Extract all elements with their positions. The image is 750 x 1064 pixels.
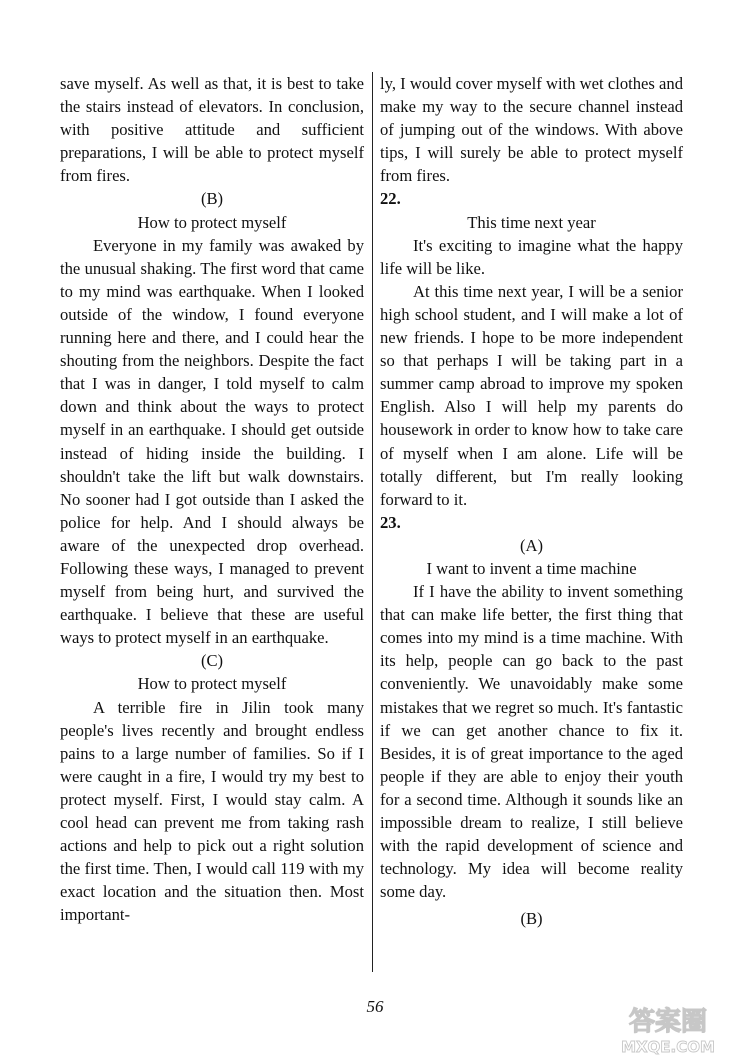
essay-title: How to protect myself bbox=[137, 212, 287, 232]
paragraph: Everyone in my family was awaked by the unusual shaking. The first word that came to my mind was earthquake. When I looked outside of the window, I found everyone running here and there, and I could hear the shouting from the neighbors. Despite the fact that I was in danger, I told myself to calm down and think about the ways to protect myself in an earthquake. I should get outside instead of hiding inside the building. I shouldn't take the lift but walk downstairs. No sooner had I got outside than I asked the police for help. And I should always be aware of the unexpected drop overhead. Following these ways, I managed to prevent myself from being hurt, and survived the earthquake. I believe that these are useful ways to protect myself in an earthquake. bbox=[60, 235, 364, 648]
question-number: 23. bbox=[380, 512, 401, 532]
paragraph: At this time next year, I will be a senior high school student, and I will make a lot of new friends. I hope to be more independent so that perhaps I will be taking part in a summer camp abroad to improve my spoken English. Also I will help my parents do housework in order to know how to take care of myself when I am alone. Life will be totally different, but I'm really looking forward to it. bbox=[380, 281, 683, 509]
page-number: 56 bbox=[366, 997, 384, 1016]
section-label: (B) bbox=[200, 189, 224, 209]
section-label: (B) bbox=[520, 909, 543, 929]
column-divider bbox=[372, 72, 373, 972]
question-number: 22. bbox=[380, 189, 401, 209]
essay-title: This time next year bbox=[467, 212, 596, 232]
essay-title: I want to invent a time machine bbox=[426, 558, 637, 578]
paragraph: If I have the ability to invent something that can make life better, the first thing that comes into my mind is a time machine. With its help, people can go back to the past conveniently. We unavoidably make some mistakes that we regret so much. It's fantastic if we can get another chance to fix it. Besides, it is of great importance to the aged people if they are able to enjoy their youth for a second time. Although it sounds like an impossible dream to realize, I still believe with the rapid development of science and technology. My idea will become reality some day. bbox=[380, 582, 683, 902]
paragraph: save myself. As well as that, it is best to take the stairs instead of elevators. In conclusion, with positive attitude and sufficient preparations, I will be able to protect myself from fires. bbox=[60, 74, 364, 186]
svg-text:MXQE.COM: MXQE.COM bbox=[621, 1038, 715, 1056]
section-label: (C) bbox=[200, 651, 224, 671]
watermark-logo bbox=[598, 1000, 738, 1058]
essay-title: How to protect myself bbox=[137, 674, 287, 694]
paragraph: A terrible fire in Jilin took many people's lives recently and brought endless pains to a large number of families. So if I were caught in a fire, I would try my best to protect myself. First, I would stay calm. A cool head can prevent me from taking rash actions and help to pick out a right solution the first time. Then, I would call 119 with my exact location and the situation then. Most important- bbox=[60, 697, 364, 925]
right-column bbox=[380, 72, 683, 930]
svg-text:答案圈: 答案圈 bbox=[628, 1007, 708, 1037]
paragraph: It's exciting to imagine what the happy life will be like. bbox=[380, 235, 683, 278]
section-label: (A) bbox=[519, 535, 544, 555]
paragraph: ly, I would cover myself with wet clothes and make my way to the secure channel instead of jumping out of the windows. With above tips, I will surely be able to protect myself from fires. bbox=[380, 74, 683, 186]
left-column bbox=[60, 72, 364, 926]
